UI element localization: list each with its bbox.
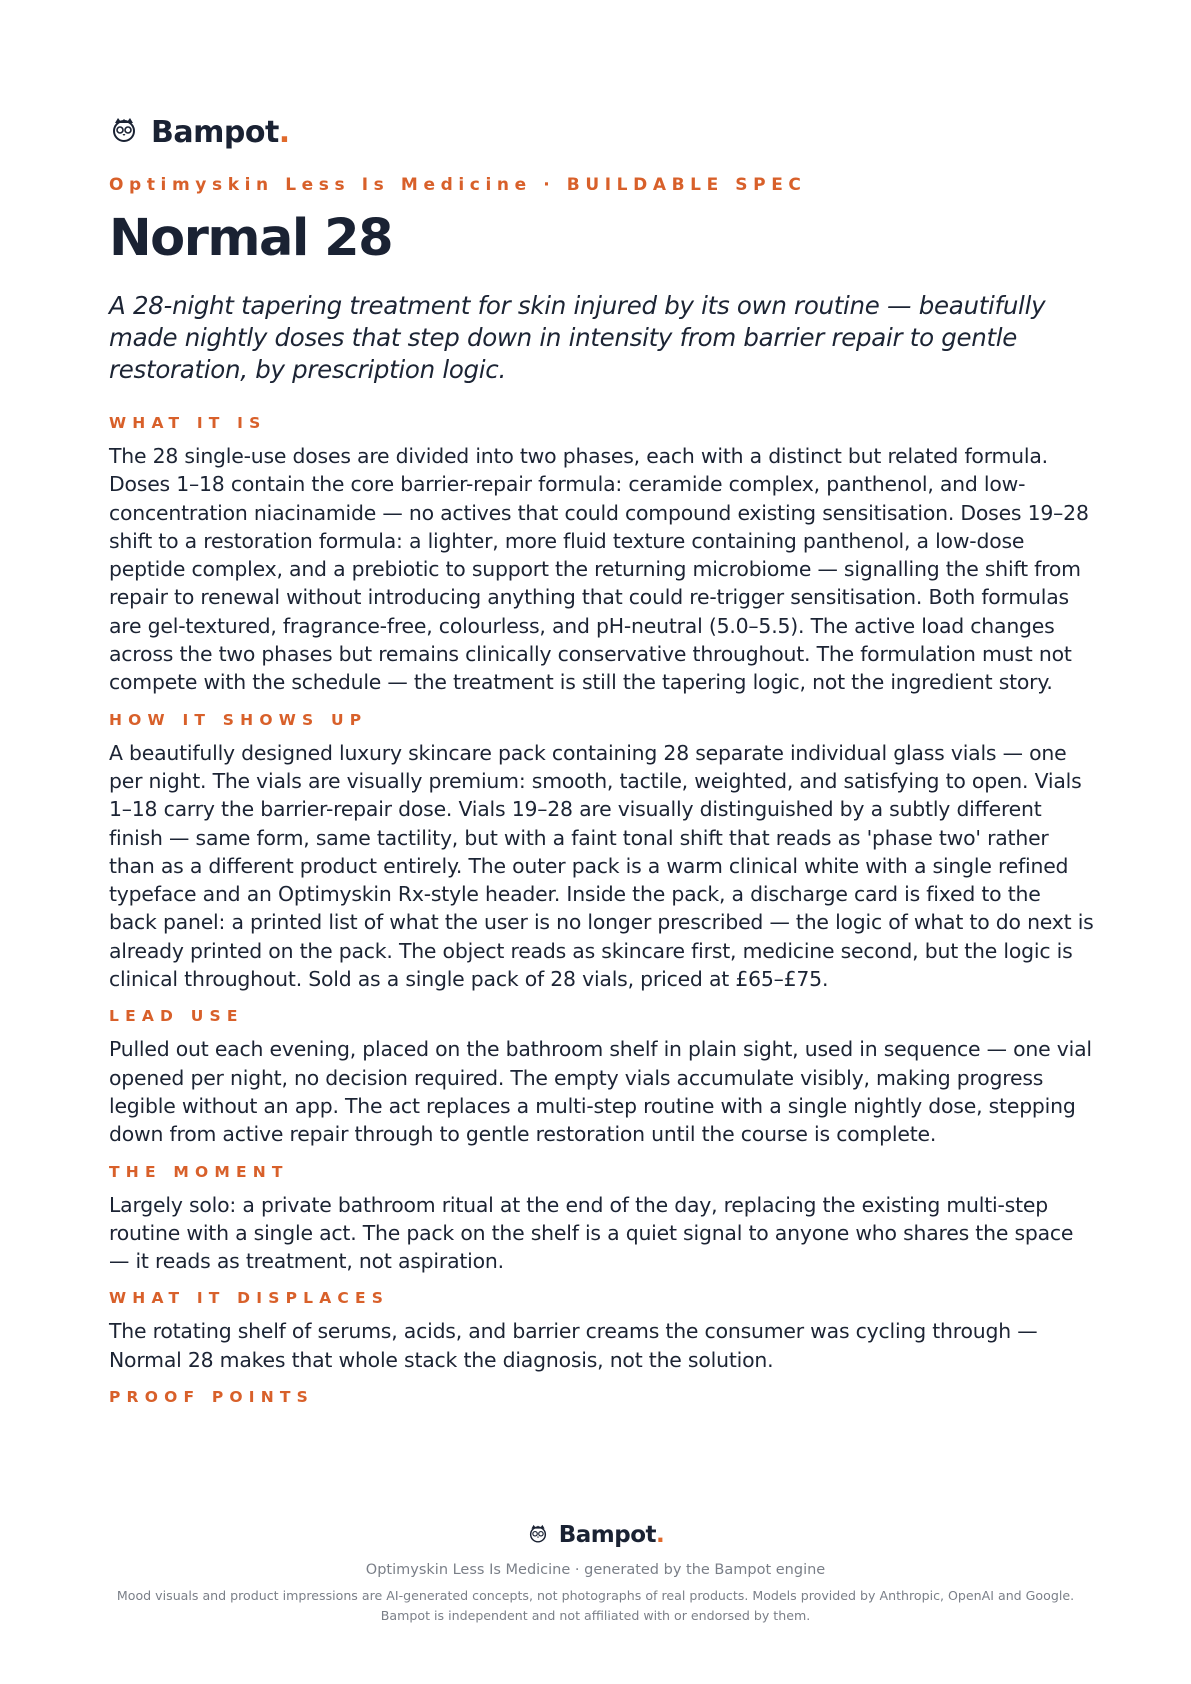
- spec-page: [109, 110, 1094, 1408]
- section-heading: LEAD USE: [109, 1007, 244, 1026]
- section-lead-use: [109, 1005, 1094, 1148]
- section-the-moment: [109, 1161, 1094, 1276]
- subtitle: A 28-night tapering treatment for skin injured by its own routine — beautifully made nightly doses that step down in intensity from barrier repair to gentle restoration, by prescription logic.: [109, 291, 1046, 384]
- section-body: Largely solo: a private bathroom ritual at the end of the day, replacing the existing multi-step routine with a single act. The pack on the shelf is a quiet signal to anyone who shares the space — it reads as treatment, not aspiration.: [109, 1192, 1074, 1274]
- section-body: The rotating shelf of serums, acids, and barrier creams the consumer was cycling through — Normal 28 makes that whole stack the diagnosis, not the solution.: [109, 1319, 1038, 1372]
- footer-credit: Optimyskin Less Is Medicine · generated by the Bampot engine: [365, 1562, 826, 1578]
- section-heading: WHAT IT IS: [109, 414, 267, 432]
- page-title: Normal 28: [109, 209, 393, 268]
- footer-brand-name: Bampot.: [558, 1522, 665, 1548]
- section-heading: HOW IT SHOWS UP: [109, 710, 368, 729]
- section-heading: THE MOMENT: [109, 1162, 289, 1181]
- footer-disclaimer: Mood visuals and product impressions are AI-generated concepts, not photographs of real products. Models provided by Anthropic, OpenAI and Google. Bampot is independent and not affiliated with or endorsed by them.: [116, 1588, 1075, 1623]
- owl-logo-icon: [109, 114, 139, 144]
- section-heading: PROOF POINTS: [109, 1388, 315, 1407]
- section-what-it-is: [109, 412, 1094, 697]
- brand-name: Bampot.: [151, 114, 290, 150]
- section-heading: WHAT IT DISPLACES: [109, 1289, 390, 1308]
- section-body: Pulled out each evening, placed on the bathroom shelf in plain sight, used in sequence — one vial opened per night, no decision required. The empty vials accumulate visibly, making progress legible without an app. The act replaces a multi-step routine with a single nightly dose, stepping down from active repair through to gentle restoration until the course is complete.: [109, 1037, 1092, 1147]
- footer: [0, 1518, 1191, 1626]
- footer-brand: [0, 1518, 1191, 1552]
- section-body: A beautifully designed luxury skincare pack containing 28 separate individual glass vials — one per night. The vials are visually premium: smooth, tactile, weighted, and satisfying to open. Vials 1–18 carry the barrier-repair dose. Vials 19–28 are visually distinguished by a subtly different finish — same form, same tactility, but with a faint tonal shift that reads as 'phase two' rather than as a different product entirely. The outer pack is a warm clinical white with a single refined typeface and an Optimyskin Rx-style header. Inside the pack, a discharge card is fixed to the back panel: a printed list of what the user is no longer prescribed — the logic of what to do next is already printed on the pack. The object reads as skincare first, medicine second, but the logic is clinical throughout. Sold as a single pack of 28 vials, priced at £65–£75.: [109, 740, 1094, 992]
- eyebrow: Optimyskin Less Is Medicine · BUILDABLE SPEC: [109, 175, 807, 195]
- header-brand: [109, 110, 1094, 154]
- section-body: The 28 single-use doses are divided into two phases, each with a distinct but related formula. Doses 1–18 contain the core barrier-repair formula: ceramide complex, panthenol, and low-concentration niacinamide — no actives that could compound existing sensitisation. Doses 19–28 shift to a restoration formula: a lighter, more fluid texture containing panthenol, a low-dose peptide complex, and a prebiotic to support the returning microbiome — signalling the shift from repair to renewal without introducing anything that could re-trigger sensitisation. Both formulas are gel-textured, fragrance-free, colourless, and pH-neutral (5.0–5.5). The active load changes across the two phases but remains clinically conservative throughout. The formulation must not compete with the schedule — the treatment is still the tapering logic, not the ingredient story.: [109, 444, 1089, 695]
- section-how-it-shows-up: [109, 709, 1094, 994]
- section-proof-points: [109, 1386, 1094, 1408]
- section-what-it-displaces: [109, 1287, 1094, 1374]
- owl-logo-icon: [527, 1522, 549, 1544]
